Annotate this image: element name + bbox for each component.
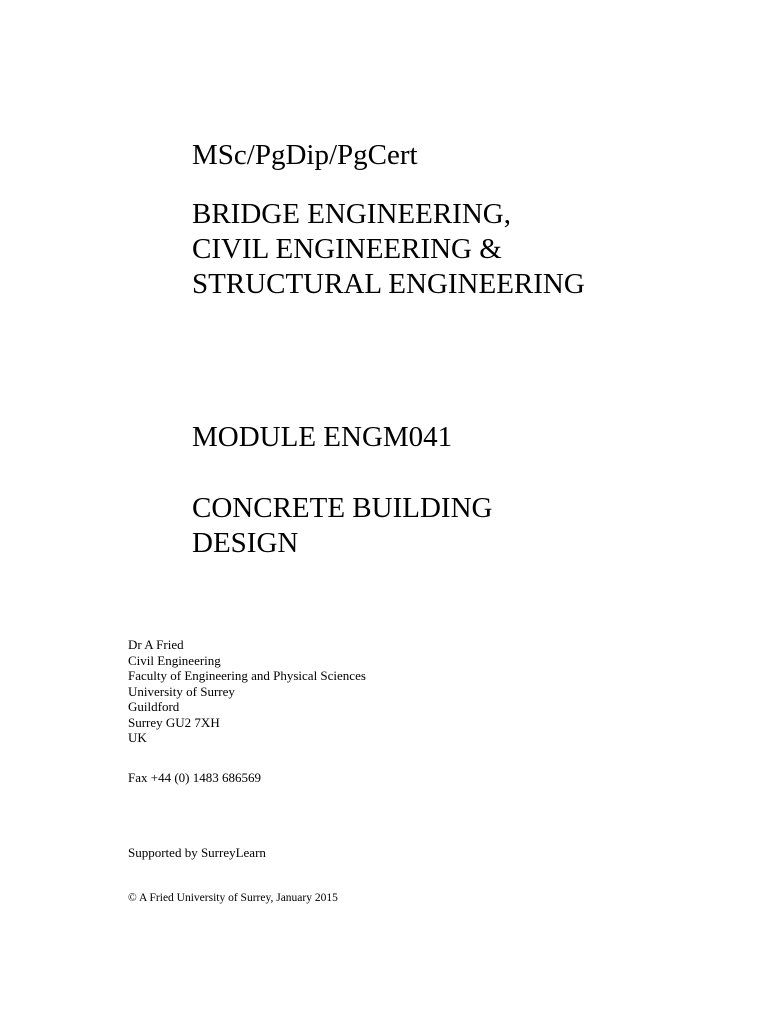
module-title-line: CONCRETE BUILDING: [192, 492, 493, 524]
country: UK: [128, 730, 147, 745]
programme-line: STRUCTURAL ENGINEERING: [192, 268, 585, 300]
module-code: [192, 420, 752, 455]
university: University of Surrey: [128, 683, 235, 699]
degree-title: [192, 138, 752, 173]
fax-number: Fax +44 (0) 1483 686569: [128, 770, 261, 785]
programme-titles: [192, 197, 752, 302]
county-postcode: Surrey GU2 7XH: [128, 714, 220, 730]
department: Civil Engineering: [128, 652, 221, 668]
town: Guildford: [128, 699, 180, 714]
module-title-line: DESIGN: [192, 527, 299, 559]
degree-line: MSc/PgDip/PgCert: [192, 139, 418, 171]
module-title: [192, 491, 752, 561]
author-name: Dr A Fried: [128, 637, 184, 652]
copyright-notice: © A Fried University of Surrey, January 2015: [128, 892, 338, 904]
programme-line: BRIDGE ENGINEERING,: [192, 198, 511, 230]
faculty: Faculty of Engineering and Physical Sciences: [128, 668, 366, 683]
supported-by: Supported by SurreyLearn: [128, 845, 266, 860]
author-address: [128, 637, 366, 746]
module-code-line: MODULE ENGM041: [192, 421, 453, 453]
programme-line: CIVIL ENGINEERING &: [192, 233, 502, 265]
